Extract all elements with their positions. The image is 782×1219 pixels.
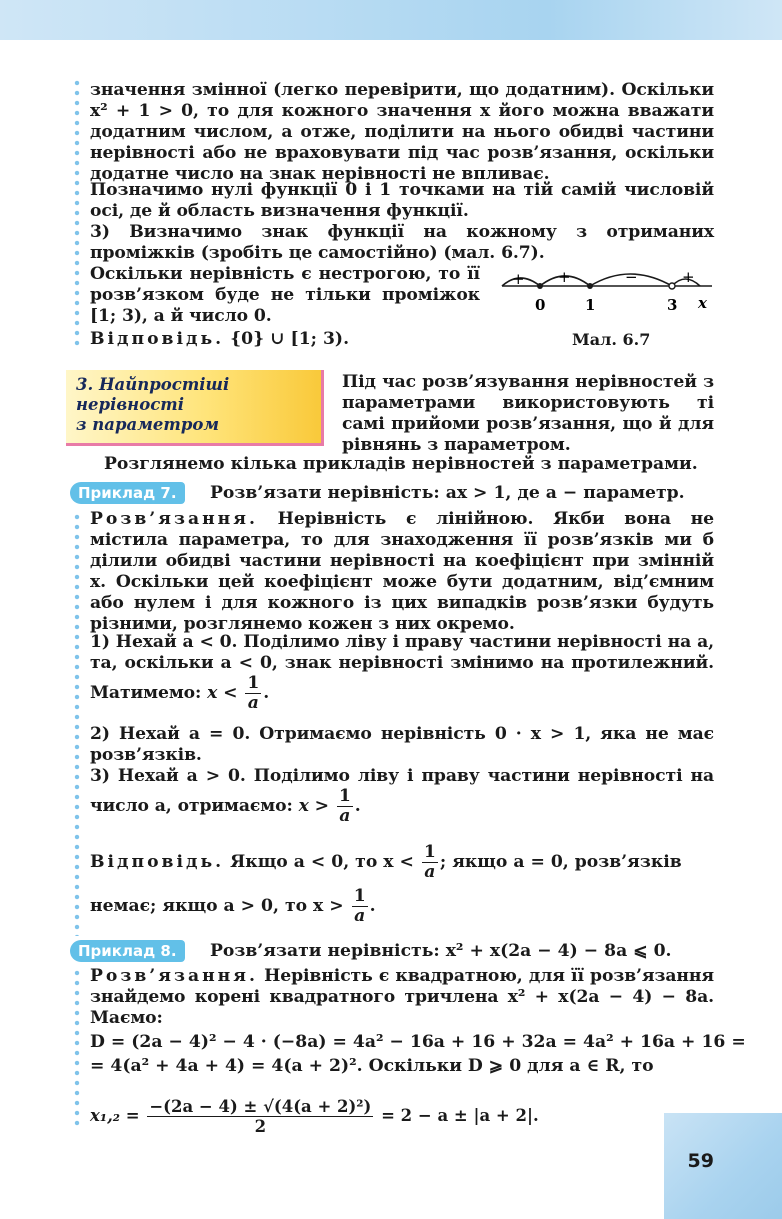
discriminant-line-1: D = (2a − 4)² − 4 · (−8a) = 4a² − 16a + 16 + 32a = 4a² + 16a + 16 = [90, 1032, 746, 1052]
margin-dots-example8 [74, 968, 80, 1128]
example-7-solution [90, 509, 714, 635]
solution-text: Нерівність є лінійною. Якби вона не містила параметра, то для знаходження її розв’язків ми б ділили обидві частини нерівності на коефіцієнт при змінній x. Оскільки цей коефіцієнт може бути додатним, від’ємним або нулем і для кожного із цих випадків розв’язки будуть різними, розглянемо кожен з них окремо. [90, 509, 714, 634]
number-line-figure [500, 264, 715, 324]
paragraph-positive-value: значення змінної (легко перевірити, що додатним). Оскільки x² + 1 > 0, то для кожного значення x його можна вважати додатним числом, а отже, поділити на нього обидві частини нерівності або не враховувати під час розв’язання, оскільки додатне число на знак нерівності не впливає. [90, 80, 714, 184]
fraction-denominator: a [339, 806, 351, 826]
solution-text: Нерівність є квадратною, для її розв’язання знайдемо корені квадратного тричлена x² + x(2a − 4) − 8a. Маємо: [90, 966, 714, 1028]
section-title-line-1: 3. Найпростіші [76, 375, 230, 394]
solution-label: Розв’язання. [90, 966, 258, 986]
case-1-text: 1) Нехай a < 0. Поділимо ліву і праву частини нерівності на a, та, оскільки a < 0, знак нерівності змінимо на протилежний. Матимемо: [90, 632, 714, 703]
answer-label: Відповідь. [90, 329, 225, 349]
answer-part-2: ; якщо a = 0, розв’язків [439, 852, 682, 872]
paragraph-zeros: Позначимо нулі функції 0 і 1 точками на тій самій числовій осі, де й область визначення функції. [90, 180, 714, 221]
paragraph-sign-step: 3) Визначимо знак функції на кожному з отриманих проміжків (зробіть це самостійно) (мал. 6.7). [90, 222, 714, 263]
example-7-case-1 [90, 632, 714, 713]
point-zero [537, 283, 543, 289]
fraction-numerator: 1 [353, 886, 366, 906]
top-decor-band [0, 0, 782, 40]
fraction-denominator: a [354, 906, 366, 926]
answer-part-3: немає; якщо a > 0, то x > [90, 896, 344, 916]
example-7-answer-cont: немає; якщо a > 0, то x > $\frac{1}{a}$ . [90, 886, 376, 926]
solution-label: Розв’язання. [90, 509, 258, 529]
margin-dots-top [74, 78, 80, 346]
example-8-tag: Приклад 8. [70, 940, 185, 962]
tick-0: 0 [535, 296, 546, 314]
fraction-one-over-a-3 [422, 843, 438, 882]
fraction-denominator: a [424, 862, 436, 882]
answer-part-1: Якщо a < 0, то x < [224, 852, 414, 872]
roots-numerator: −(2a − 4) ± √(4(a + 2)²) [149, 1097, 372, 1116]
case-1-inequality: x < [207, 683, 238, 703]
roots-lhs: x₁,₂ = [90, 1106, 140, 1125]
page-number: 59 [687, 1150, 714, 1172]
roots-rhs: = 2 − a ± |a + 2|. [381, 1106, 539, 1125]
sign-4: + [682, 268, 695, 286]
section-title-line-3: з параметром [76, 415, 220, 434]
margin-dots-example7 [74, 512, 80, 936]
example-8-solution [90, 966, 714, 1029]
answer-value: {0} ∪ [1; 3). [224, 329, 350, 349]
fraction-one-over-a [245, 674, 261, 713]
fraction-numerator: 1 [247, 673, 260, 693]
fraction-denominator: a [247, 693, 259, 713]
section-title-line-2: нерівності [76, 395, 184, 414]
case-3-inequality: x > [298, 796, 329, 816]
example-7-task: Розв’язати нерівність: ax > 1, де a − параметр. [210, 483, 685, 503]
case-3-text: 3) Нехай a > 0. Поділимо ліву і праву частини нерівності на число a, отримаємо: [90, 766, 714, 816]
section-intro: Під час розв’язування нерівностей з параметрами використовують ті самі прийоми розв’язання, що й для рівнянь з параметром. [342, 372, 714, 455]
point-one [587, 283, 593, 289]
fraction-numerator: 1 [423, 842, 436, 862]
section-lead: Розглянемо кілька прикладів нерівностей з параметрами. [104, 454, 698, 474]
roots-denominator: 2 [254, 1117, 267, 1136]
fraction-one-over-a-2 [337, 787, 353, 826]
sign-1: + [512, 270, 525, 288]
case-1-result: x < $\frac{1}{a}$ . [207, 673, 270, 713]
point-three [669, 283, 675, 289]
example-8-task: Розв’язати нерівність: x² + x(2a − 4) − 8a ⩽ 0. [210, 941, 672, 961]
sign-3: − [625, 268, 638, 286]
fraction-numerator: 1 [338, 786, 351, 806]
fraction-one-over-a-4 [352, 887, 368, 926]
roots-formula [90, 1096, 714, 1136]
example-7-case-3 [90, 766, 714, 826]
answer-label: Відповідь. [90, 852, 225, 872]
tick-1: 1 [585, 296, 596, 314]
figure-caption: Мал. 6.7 [572, 330, 651, 349]
example-7-tag: Приклад 7. [70, 482, 185, 504]
section-title [76, 375, 316, 435]
example-7-case-2: 2) Нехай a = 0. Отримаємо нерівність 0 · x > 1, яка не має розв’язків. [90, 724, 714, 765]
discriminant-line-2: = 4(a² + 4a + 4) = 4(a + 2)². Оскільки D ⩾ 0 для a ∈ R, то [90, 1056, 654, 1076]
tick-3: 3 [667, 296, 678, 314]
axis-label-x: x [698, 294, 707, 312]
roots-fraction [147, 1097, 373, 1136]
example-7-answer [90, 842, 714, 882]
paragraph-nonstrict: Оскільки нерівність є нестрогою, то її розв’язком буде не тільки проміжок [1; 3), а й число 0. [90, 264, 480, 326]
case-3-result: x > $\frac{1}{a}$ . [298, 786, 361, 826]
sign-2: + [558, 268, 571, 286]
